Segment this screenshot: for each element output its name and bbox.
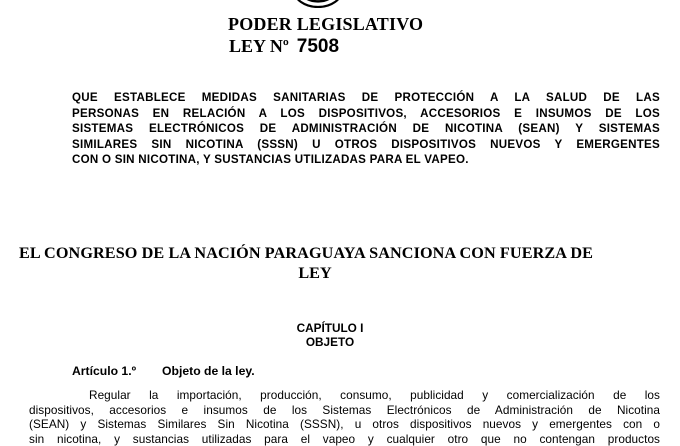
law-number-line bbox=[229, 36, 339, 58]
summary-line: SISTEMAS ELECTRÓNICOS DE ADMINISTRACIÓN DE NICOTINA (SEAN) Y SISTEMAS bbox=[72, 121, 660, 137]
body-line: dispositivos, accesorios e insumos de los Sistemas Electrónicos de Administración de Nicotina bbox=[29, 403, 660, 418]
article-label: Artículo 1.º bbox=[72, 364, 136, 378]
article-body bbox=[29, 388, 660, 446]
summary-line: CON O SIN NICOTINA, Y SUSTANCIAS UTILIZADAS PARA EL VAPEO. bbox=[72, 152, 660, 168]
chapter-heading bbox=[240, 321, 420, 349]
body-line: Regular la importación, producción, consumo, publicidad y comercialización de los bbox=[29, 388, 660, 403]
body-line: sin nicotina, y sustancias utilizadas para el vapeo y cualquier otro que no contengan productos bbox=[29, 432, 660, 446]
law-prefix: LEY Nº bbox=[229, 36, 289, 56]
summary-line: QUE ESTABLECE MEDIDAS SANITARIAS DE PROTECCIÓN A LA SALUD DE LAS bbox=[72, 90, 660, 106]
enactment-clause bbox=[19, 243, 639, 283]
law-number: 7508 bbox=[297, 36, 339, 57]
enactment-line: LEY bbox=[19, 263, 639, 283]
summary-line: PERSONAS EN RELACIÓN A LOS DISPOSITIVOS, ACCESORIOS E INSUMOS DE LOS bbox=[72, 106, 660, 122]
enactment-line: EL CONGRESO DE LA NACIÓN PARAGUAYA SANCIONA CON FUERZA DE bbox=[19, 243, 639, 263]
chapter-title: OBJETO bbox=[240, 335, 420, 349]
article-heading bbox=[72, 364, 255, 378]
issuing-body-title: PODER LEGISLATIVO bbox=[228, 14, 423, 35]
article-title: Objeto de la ley. bbox=[162, 364, 255, 378]
national-seal-emblem bbox=[291, 0, 345, 8]
body-line: (SEAN) y Sistemas Similares Sin Nicotina (SSSN), u otros dispositivos nuevos y emergentes con o bbox=[29, 417, 660, 432]
summary-line: SIMILARES SIN NICOTINA (SSSN) U OTROS DISPOSITIVOS NUEVOS Y EMERGENTES bbox=[72, 137, 660, 153]
chapter-number: CAPÍTULO I bbox=[240, 321, 420, 335]
law-summary bbox=[72, 90, 660, 168]
